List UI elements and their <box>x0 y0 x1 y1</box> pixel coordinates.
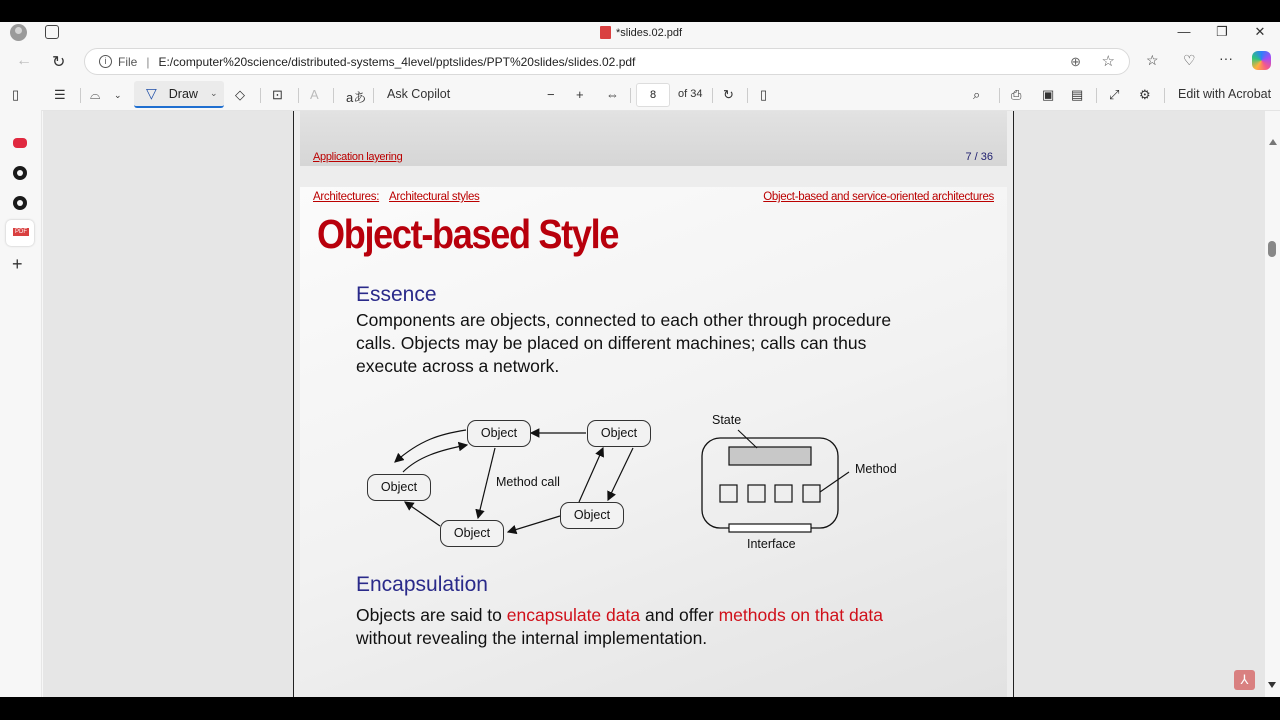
edit-with-acrobat-button[interactable]: Edit with Acrobat <box>1178 87 1272 101</box>
chevron-down-icon[interactable]: ⌄ <box>209 88 218 98</box>
divider <box>298 88 299 103</box>
slide-title: Object-based Style <box>317 211 619 257</box>
pdf-page <box>293 111 1014 697</box>
scrollbar-thumb[interactable] <box>1268 241 1276 257</box>
rotate-icon[interactable]: ↻ <box>723 87 734 102</box>
slide <box>300 187 1007 697</box>
more-options-icon[interactable]: ··· <box>1219 50 1233 66</box>
settings-gear-icon[interactable]: ⚙ <box>1139 87 1151 102</box>
essence-text: Components are objects, connected to each other through procedure calls. Objects may be placed on different machines; calls can thus execute across a network. <box>356 310 892 376</box>
pdf-toolbar <box>0 79 1280 111</box>
draw-button[interactable]: ▽ Draw ⌄ <box>134 81 224 108</box>
divider <box>260 88 261 103</box>
encapsulation-text: Objects are said to encapsulate data and offer methods on that data without revealing the internal implementation. <box>356 605 884 648</box>
print-icon[interactable]: ⎙ <box>1011 87 1022 102</box>
window-title: *slides.02.pdf <box>600 26 682 39</box>
save-as-icon[interactable]: ▤ <box>1071 87 1084 102</box>
interface-label: Interface <box>747 537 796 551</box>
copilot-icon[interactable] <box>1252 51 1271 70</box>
pen-icon: ▽ <box>146 85 157 101</box>
save-icon[interactable]: ▣ <box>1042 87 1055 102</box>
browser-window <box>0 22 1280 697</box>
sidebar-toggle-icon[interactable]: ▯ <box>12 87 20 102</box>
object-node: Object <box>367 474 431 501</box>
state-label: State <box>712 413 742 427</box>
slide-number: 7 / 36 <box>965 151 993 163</box>
ask-copilot-button[interactable]: Ask Copilot <box>387 87 451 101</box>
divider <box>80 88 81 103</box>
divider <box>333 88 334 103</box>
essence-heading: Essence <box>356 283 437 306</box>
chevron-down-icon[interactable]: ⌄ <box>114 90 122 100</box>
workspaces-icon[interactable] <box>45 25 59 39</box>
zoom-icon[interactable]: ⊕ <box>1070 54 1081 69</box>
github-icon[interactable] <box>13 196 27 210</box>
encapsulation-heading: Encapsulation <box>356 573 488 596</box>
pdf-viewer-icon[interactable] <box>6 220 34 246</box>
object-node: Object <box>560 502 624 529</box>
browser-sidebar <box>0 110 42 697</box>
refresh-icon[interactable]: ↻ <box>52 54 66 71</box>
method-label: Method <box>855 462 897 476</box>
divider <box>747 88 748 103</box>
object-node: Object <box>467 420 531 447</box>
translate-icon[interactable]: aあ <box>346 90 367 105</box>
acrobat-icon[interactable]: ⅄ <box>1234 670 1255 690</box>
method-call-label: Method call <box>496 475 560 489</box>
profile-avatar[interactable] <box>10 24 27 41</box>
zoom-out-icon[interactable]: − <box>547 87 555 102</box>
zoom-in-icon[interactable]: + <box>576 87 584 102</box>
restore-button[interactable]: ❐ <box>1216 24 1228 39</box>
object-node: Object <box>440 520 504 547</box>
scheme-label: File <box>118 54 138 69</box>
divider <box>1164 88 1165 103</box>
divider <box>999 88 1000 103</box>
application-layering-link[interactable]: Application layering <box>313 151 403 163</box>
divider: | <box>146 54 150 69</box>
fit-width-icon[interactable]: ⇔ <box>606 87 619 102</box>
fullscreen-icon[interactable]: ⤢ <box>1109 87 1120 102</box>
pdf-file-icon <box>600 26 611 39</box>
close-button[interactable]: ✕ <box>1254 24 1266 39</box>
previous-slide-footer <box>300 111 1007 166</box>
breadcrumb-architectures[interactable]: Architectures: <box>313 191 380 203</box>
add-icon[interactable]: + <box>12 254 23 274</box>
breadcrumb-architectural-styles[interactable]: Architectural styles <box>389 191 480 203</box>
read-aloud-icon[interactable]: A <box>310 87 319 102</box>
info-icon[interactable]: i <box>99 55 112 68</box>
object-structure-shapes <box>695 412 915 552</box>
text-box-icon[interactable]: ⊡ <box>272 87 283 102</box>
minimize-button[interactable]: — <box>1177 24 1191 39</box>
address-bar[interactable] <box>84 48 1130 75</box>
scroll-up-arrow-icon[interactable] <box>1269 139 1277 145</box>
address-row <box>0 45 1280 77</box>
search-icon[interactable]: ⌕ <box>973 87 981 102</box>
contents-icon[interactable]: ☰ <box>54 87 66 102</box>
scroll-down-arrow-icon[interactable] <box>1268 682 1276 688</box>
title-bar <box>0 22 1280 44</box>
object-structure-diagram <box>695 412 915 552</box>
divider <box>1096 88 1097 103</box>
highlight-icon[interactable]: ⌓ <box>90 87 101 102</box>
favorite-star-icon[interactable]: ☆ <box>1101 53 1115 70</box>
youtube-icon[interactable] <box>13 138 27 148</box>
page-number-input[interactable]: 8 <box>636 83 670 107</box>
url-text[interactable]: E:/computer%20science/distributed-systems_4level/pptslides/PPT%20slides/slides.02.pdf <box>158 54 636 69</box>
favorites-icon[interactable]: ☆ <box>1146 52 1159 68</box>
eraser-icon[interactable]: ◇ <box>235 87 245 102</box>
back-icon[interactable]: ← <box>16 52 32 69</box>
object-node: Object <box>587 420 651 447</box>
browser-essentials-icon[interactable]: ♡ <box>1183 52 1196 68</box>
divider <box>630 88 631 103</box>
vertical-scrollbar[interactable] <box>1265 111 1280 697</box>
divider <box>712 88 713 103</box>
github-icon[interactable] <box>13 166 27 180</box>
page-view-icon[interactable]: ▯ <box>760 87 768 102</box>
pdf-viewer <box>43 111 1265 697</box>
object-call-diagram <box>360 412 660 552</box>
breadcrumb-section[interactable]: Object-based and service-oriented architectures <box>763 191 994 203</box>
divider <box>373 88 374 103</box>
page-total: of 34 <box>678 88 703 100</box>
